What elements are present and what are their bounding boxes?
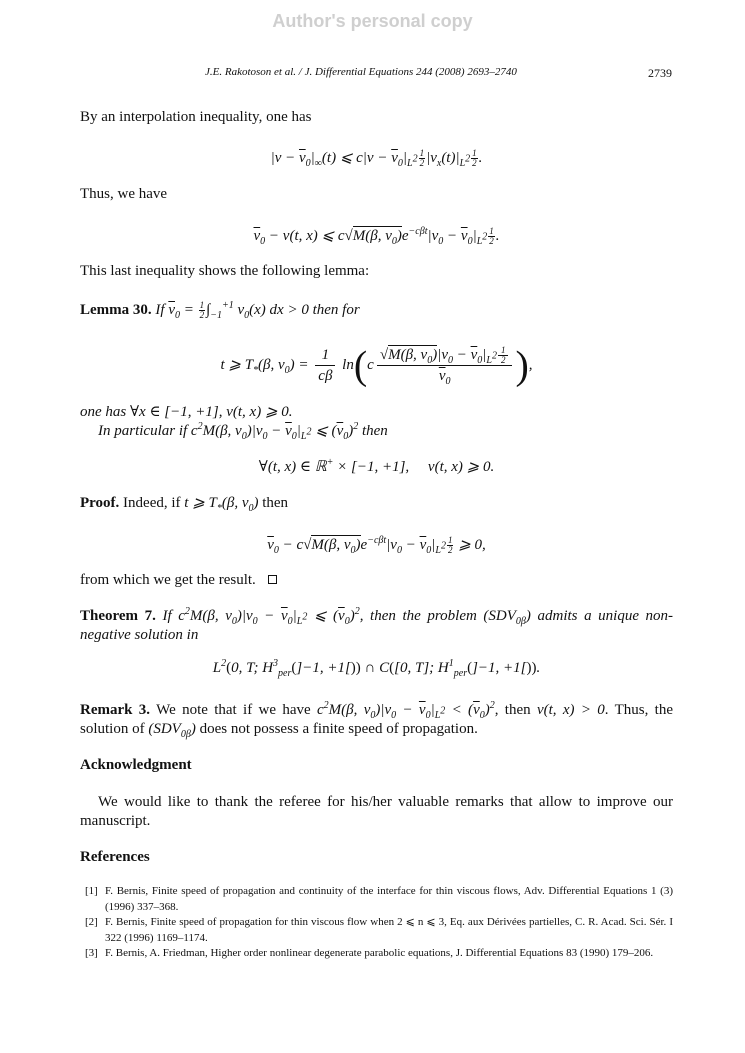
- proof-start: Proof. Indeed, if t ⩾ $T_*(\beta$, $v_0$) then: [80, 495, 289, 514]
- remark-label: Remark 3.: [80, 702, 151, 718]
- reference-item: [85, 884, 673, 915]
- reference-item: [85, 946, 673, 962]
- equation-solution-space: $L^2(0$, T; $H^3_{per}(]-1$, +1[)) ∩ C([0, T]; $H^1_{per}(]-1$, +1[)).: [212, 658, 541, 679]
- equation-time-threshold: t ⩾ $T_*(\beta$, $v_0$) = $\frac{1}{c\beta}$ ln(c √M(β, $v_0)|v_0 - \overline{v}_0|_{L^2}$ $\frac{1}{2}$ $\overline{v}_0$ ),: [220, 342, 533, 388]
- remark-text-d: does not possess a finite speed of propagation.: [199, 721, 478, 737]
- reference-item: [85, 915, 673, 946]
- theorem-label: Theorem 7.: [80, 608, 156, 624]
- remark-text-c: . Thus, the solution of: [80, 702, 674, 737]
- reference-text: F. Bernis, A. Friedman, Higher order nonlinear degenerate parabolic equations, J. Differential Equations 83 (1990) 179–206.: [105, 947, 654, 959]
- watermark: Author's personal copy: [272, 11, 473, 31]
- paragraph-lemma-intro: This last inequality shows the following lemma:: [80, 263, 370, 279]
- theorem-7: Theorem 7. If $c^2M(\beta$, $v_0)|v_0 - \overline{v}_0|_{L^2}$ ⩽ $(\overline{v}_0)^2$, then the problem $(SDV_{0\beta})$ admits a unique non-negative solution in: [80, 606, 674, 643]
- lemma-then: then for: [312, 302, 360, 318]
- equation-decay: $\overline{v}_0 - v(t$, x) ⩽ c√M(β, $v_0)e^{-c\beta t}|v_0 - \overline{v}_0|_{L^2}$ $\frac{1}{2}$ .: [253, 226, 500, 247]
- remark-3: Remark 3. We note that if we have $c^2M(\beta$, $v_0)|v_0 - \overline{v}_0|_{L^2} < (\overline{v}_0)^2$, then v(t, x) > 0. Thus, the solution of $(SDV_{0\beta})$ does not possess a finite speed of propagation.: [80, 700, 674, 740]
- reference-text: F. Bernis, Finite speed of propagation and continuity of the interface for thin viscous flows, Adv. Differential Equations 1 (3) (1996) 337–368.: [105, 885, 673, 913]
- reference-text: F. Bernis, Finite speed of propagation for thin viscous flow when 2 ⩽ n ⩽ 3, Eq. aux Dérivées partielles, C. R. Acad. Sci. Sér. I 322 (1996) 1169–1174.: [105, 916, 673, 944]
- lemma-particular-if: In particular if: [98, 423, 188, 439]
- remark-text-a: We note that if we have: [156, 702, 311, 718]
- proof-text: Indeed, if: [123, 495, 181, 511]
- page-number: 2739: [648, 66, 672, 80]
- paragraph-interpolation: By an interpolation inequality, one has: [80, 109, 312, 125]
- lemma-if: If: [155, 302, 165, 318]
- reference-list: [85, 884, 673, 962]
- proof-end: [80, 571, 673, 590]
- remark-text-b: , then: [494, 702, 531, 718]
- lemma-particular-then: then: [361, 423, 388, 439]
- paragraph-thus: Thus, we have: [80, 186, 168, 202]
- lemma-conclusion: one has ∀x ∈ [−1, +1], v(t, x) ⩾ 0.: [80, 404, 293, 420]
- equation-positivity: ∀(t, x) ∈ ℝ+ × [−1, +1], v(t, x) ⩾ 0.: [258, 457, 495, 475]
- theorem-admits: admits a unique non-negative solution in: [80, 608, 674, 643]
- acknowledgment-text: We would like to thank the referee for his/her valuable remarks that allow to improve our manuscript.: [80, 794, 673, 829]
- equation-interpolation: $|v - \overline{v}_0|_\infty(t)$ ⩽ $c|v - \overline{v}_0|_{L^2}$ $\frac{1}{2}$ $|v_x(t)|_{L^2}$ $\frac{1}{2}$ .: [270, 148, 483, 169]
- reference-number: [2]: [85, 916, 98, 928]
- running-head: J.E. Rakotoson et al. / J. Differential Equations 244 (2008) 2693–2740: [205, 66, 517, 78]
- references-heading: References: [80, 849, 150, 865]
- equation-proof: $\overline{v}_0 - c√M(\beta$, $v_0)e^{-c\beta t}|v_0 - \overline{v}_0|_{L^2}$ $\frac{1}{2}$ ⩾ 0,: [267, 535, 486, 556]
- lemma-30-statement: Lemma 30. If $\overline{v}_0$ = $\frac{1}{2}$ $\int_{-1}^{+1}$ $v_0(x)$ dx > 0 then for: [80, 300, 360, 321]
- lemma-particular: In particular if $c^2M(\beta$, $v_0)|v_0 - \overline{v}_0|_{L^2}$ ⩽ $(\overline{v}_0)^2$ then: [98, 421, 388, 442]
- theorem-if: If: [162, 608, 172, 624]
- qed-symbol: [268, 575, 277, 584]
- proof-then: then: [262, 495, 289, 511]
- theorem-then: , then the problem: [359, 608, 477, 624]
- acknowledgment-heading: Acknowledgment: [80, 757, 192, 773]
- proof-label: Proof.: [80, 495, 120, 511]
- reference-number: [1]: [85, 885, 98, 897]
- proof-end-text: from which we get the result.: [80, 572, 256, 588]
- lemma-label: Lemma 30.: [80, 302, 152, 318]
- reference-number: [3]: [85, 947, 98, 959]
